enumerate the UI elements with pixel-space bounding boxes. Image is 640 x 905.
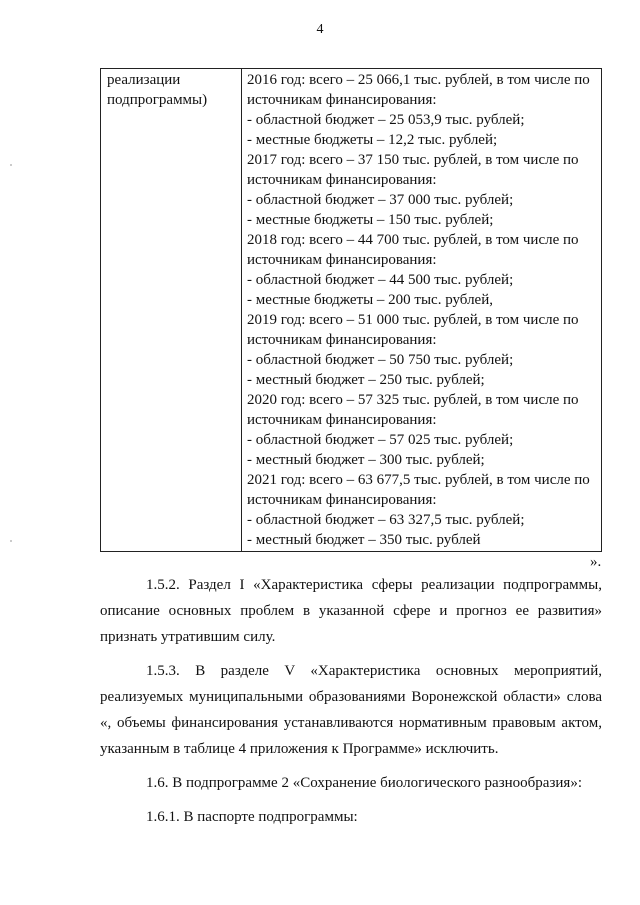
scan-artifact: [10, 540, 12, 542]
funding-line: - местные бюджеты – 200 тыс. рублей,: [247, 292, 493, 308]
funding-line: 2017 год: всего – 37 150 тыс. рублей, в том числе по: [247, 152, 579, 168]
paragraph-1-6-1: 1.6.1. В паспорте подпрограммы:: [146, 809, 358, 825]
funding-line: - местные бюджеты – 12,2 тыс. рублей;: [247, 132, 498, 148]
funding-line: - областной бюджет – 37 000 тыс. рублей;: [247, 192, 514, 208]
document-body: [100, 572, 602, 830]
scan-artifact: [10, 164, 12, 166]
funding-line: - местный бюджет – 300 тыс. рублей;: [247, 452, 485, 468]
funding-line: 2016 год: всего – 25 066,1 тыс. рублей, в том числе по: [247, 72, 590, 88]
funding-line: источникам финансирования:: [247, 332, 437, 348]
table-left-cell: [107, 70, 237, 110]
funding-line: источникам финансирования:: [247, 492, 437, 508]
table-column-divider: [241, 69, 242, 551]
funding-line: - областной бюджет – 63 327,5 тыс. рублей;: [247, 512, 525, 528]
funding-line: - местный бюджет – 250 тыс. рублей;: [247, 372, 485, 388]
funding-line: 2021 год: всего – 63 677,5 тыс. рублей, в том числе по: [247, 472, 590, 488]
paragraph-1-5-2: 1.5.2. Раздел I «Характеристика сферы реализации подпрограммы, описание основных проблем в указанной сфере и прогноз ее развития» признать утратившим силу.: [100, 577, 602, 645]
funding-line: 2020 год: всего – 57 325 тыс. рублей, в том числе по: [247, 392, 579, 408]
funding-line: - областной бюджет – 57 025 тыс. рублей;: [247, 432, 514, 448]
funding-line: 2018 год: всего – 44 700 тыс. рублей, в том числе по: [247, 232, 579, 248]
funding-line: источникам финансирования:: [247, 92, 437, 108]
table-right-cell: [247, 70, 601, 550]
funding-line: источникам финансирования:: [247, 412, 437, 428]
funding-line: источникам финансирования:: [247, 172, 437, 188]
funding-line: - областной бюджет – 44 500 тыс. рублей;: [247, 272, 514, 288]
paragraph-1-5-3: 1.5.3. В разделе V «Характеристика основных мероприятий, реализуемых муниципальными образованиями Воронежской области» слова «, объемы финансирования устанавливаются нормативным правовым актом, указанным в таблице 4 приложения к Программе» исключить.: [100, 663, 602, 757]
funding-line: - областной бюджет – 50 750 тыс. рублей;: [247, 352, 514, 368]
funding-line: - областной бюджет – 25 053,9 тыс. рублей;: [247, 112, 525, 128]
funding-line: источникам финансирования:: [247, 252, 437, 268]
page-number: 4: [316, 22, 324, 37]
table-left-line: подпрограммы): [107, 92, 208, 108]
closing-quote: ».: [590, 554, 602, 570]
funding-table: [100, 68, 602, 552]
funding-line: - местные бюджеты – 150 тыс. рублей;: [247, 212, 494, 228]
table-left-line: реализации: [107, 72, 181, 88]
paragraph-1-6: 1.6. В подпрограмме 2 «Сохранение биологического разнообразия»:: [146, 775, 582, 791]
funding-line: 2019 год: всего – 51 000 тыс. рублей, в том числе по: [247, 312, 579, 328]
funding-line: - местный бюджет – 350 тыс. рублей: [247, 532, 481, 548]
